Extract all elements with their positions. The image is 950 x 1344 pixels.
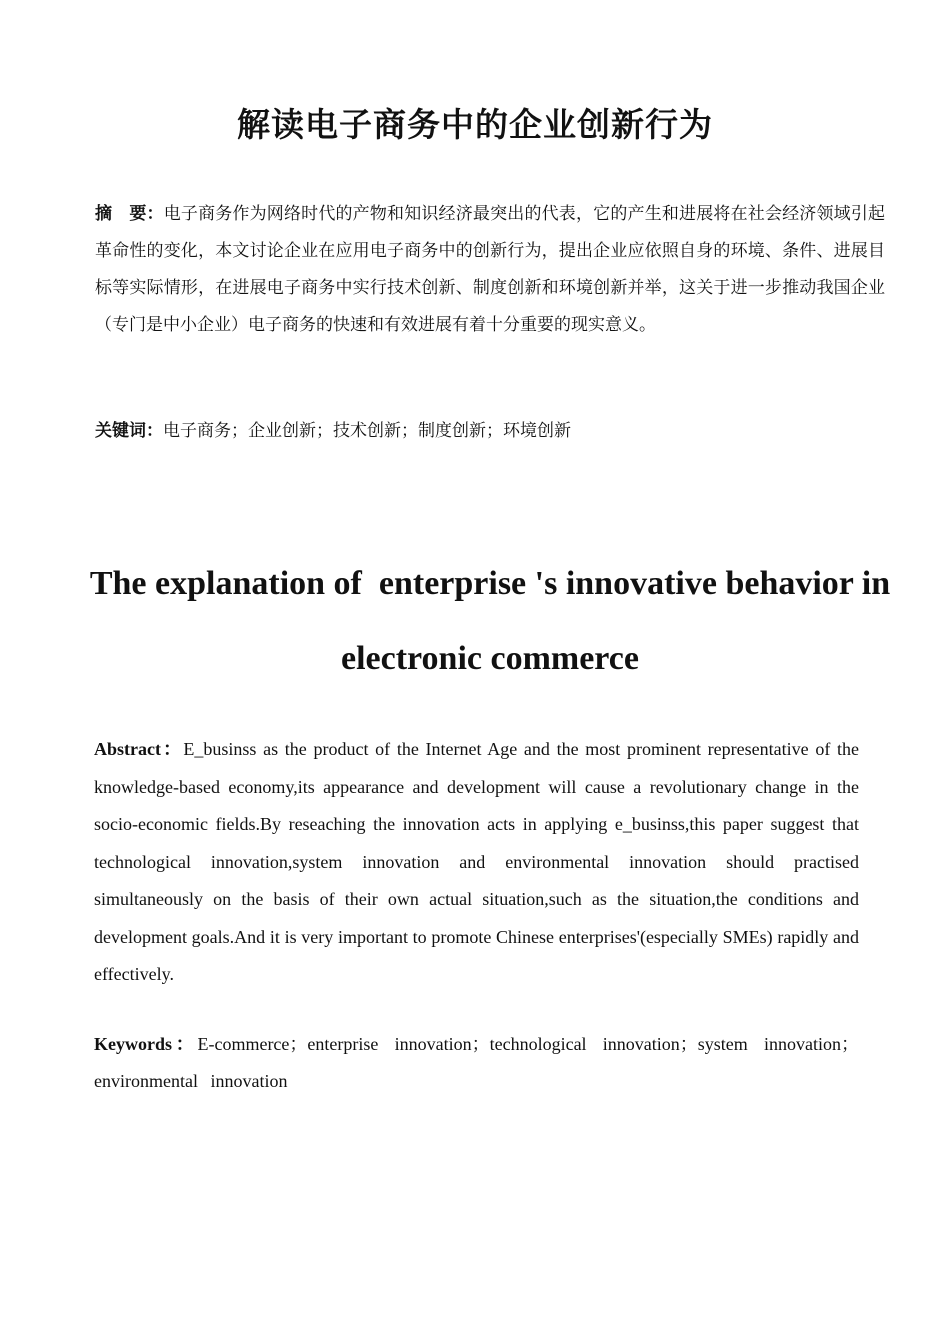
chinese-abstract-text: 电子商务作为网络时代的产物和知识经济最突出的代表，它的产生和进展将在社会经济领域引起革命性的变化，本文讨论企业在应用电子商务中的创新行为，提出企业应依照自身的环境、条件、进展目标等实际情形，在进展电子商务中实行技术创新、制度创新和环境创新并举，这关于进一步推动我国企业（专门是中小企业）电子商务的快速和有效进展有着十分重要的现实意义。 [95, 204, 886, 335]
chinese-keywords [95, 413, 885, 450]
english-keywords [94, 1026, 859, 1100]
chinese-abstract [95, 196, 885, 344]
english-keywords-label: Keywords： [94, 1034, 198, 1054]
chinese-keywords-text: 电子商务；企业创新；技术创新；制度创新；环境创新 [163, 421, 571, 441]
english-abstract [94, 731, 859, 994]
chinese-keywords-label: 关键词： [95, 421, 163, 441]
english-abstract-text: E_businss as the product of the Internet Age and the most prominent representative of the knowledge-based economy,its appearance and development will cause a revolutionary change in the socio-economic fields.By reseaching the innovation acts in applying e_businss,this paper suggest that technological innovation,system innovation and environmental innovation should practised simultaneously on the basis of their own actual situation,such as the situation,the conditions and development goals.And it is very important to promote Chinese enterprises'(especially SMEs) rapidly and effectively. [94, 739, 860, 984]
english-title: The explanation of enterprise 's innovative behavior in electronic commerce [89, 565, 899, 677]
chinese-title: 解读电子商务中的企业创新行为 [237, 105, 713, 144]
english-abstract-label: Abstract： [94, 739, 184, 759]
chinese-abstract-label: 摘 要： [95, 204, 164, 224]
english-keywords-text: E-commerce；enterprise innovation；technological innovation；system innovation；environmental innovation [94, 1034, 860, 1091]
